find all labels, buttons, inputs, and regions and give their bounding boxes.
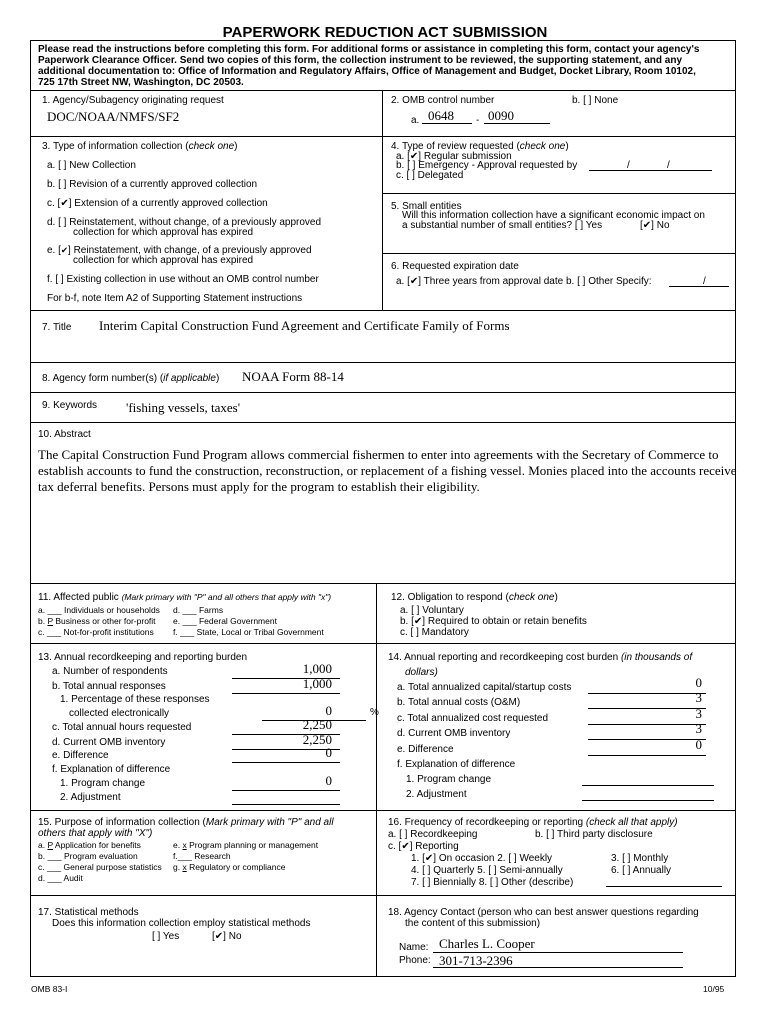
emergency-date-sep2: / bbox=[667, 160, 670, 171]
cost-row-field[interactable] bbox=[582, 785, 714, 786]
burden-row-label: 2. Adjustment bbox=[60, 792, 121, 803]
burden-row-label: c. Total annual hours requested bbox=[52, 722, 192, 733]
emergency-date-field[interactable] bbox=[589, 170, 712, 171]
agency-form-number-field[interactable]: NOAA Form 88-14 bbox=[242, 369, 344, 384]
burden-row-label: collected electronically bbox=[69, 708, 170, 719]
item15-label-cont: others that apply with "X") bbox=[38, 828, 153, 839]
percent-sign: % bbox=[370, 707, 379, 718]
expiration-specify-field[interactable] bbox=[669, 286, 729, 287]
check-icon: ✔ bbox=[409, 151, 419, 162]
check-icon: ✔ bbox=[642, 220, 652, 231]
burden-row-value: 0 bbox=[325, 703, 332, 718]
affected-not-for-profit[interactable]: c. ___ Not-for-profit institutions bbox=[38, 627, 154, 637]
item1-label: 1. Agency/Subagency originating request bbox=[42, 95, 224, 106]
burden-row-label: f. Explanation of difference bbox=[52, 764, 171, 775]
revision-checkbox[interactable]: b. [ ] Revision of a currently approved collection bbox=[47, 179, 258, 190]
affected-federal[interactable]: e. ___ Federal Government bbox=[173, 616, 277, 626]
abstract-line-3: tax deferral benefits. Persons must apply for the program to establish their eligibility. bbox=[38, 479, 480, 494]
cost-row-label: 1. Program change bbox=[406, 774, 492, 785]
burden-row-label: 1. Program change bbox=[60, 778, 146, 789]
omb-part2-underline bbox=[484, 123, 550, 124]
item6-label: 6. Requested expiration date bbox=[391, 261, 519, 272]
burden-row-value: 2,250 bbox=[302, 717, 332, 732]
cost-row-value: 3 bbox=[695, 706, 702, 721]
freq-recordkeeping-checkbox[interactable]: a. [ ] Recordkeeping bbox=[388, 829, 478, 840]
check-icon: ✔ bbox=[60, 198, 69, 209]
small-entities-no-checkbox[interactable]: [✔] No bbox=[640, 220, 670, 231]
small-entities-yes-checkbox[interactable]: a substantial number of small entities? [ ] Yes bbox=[402, 220, 603, 231]
cost-row-value: 3 bbox=[695, 690, 702, 705]
affected-state-local[interactable]: f. ___ State, Local or Tribal Government bbox=[173, 627, 324, 637]
cost-row-label: d. Current OMB inventory bbox=[397, 728, 511, 739]
cost-row-field[interactable] bbox=[582, 800, 714, 801]
item2-label: 2. OMB control number bbox=[391, 95, 495, 106]
reinstatement-with-change-cont: collection for which approval has expired bbox=[73, 255, 254, 266]
freq-monthly-checkbox[interactable]: 3. [ ] Monthly bbox=[611, 853, 669, 864]
cost-row-label: 2. Adjustment bbox=[406, 789, 467, 800]
item14-label: 14. Annual reporting and recordkeeping cost burden (in thousands of bbox=[388, 652, 693, 663]
item9-label: 9. Keywords bbox=[42, 400, 98, 411]
check-icon: ✔ bbox=[401, 841, 410, 852]
obligation-voluntary-checkbox[interactable]: a. [ ] Voluntary bbox=[400, 605, 464, 616]
item12-label: 12. Obligation to respond (check one) bbox=[391, 592, 558, 603]
omb-number-separator: - bbox=[476, 115, 480, 126]
contact-name-label: Name: bbox=[399, 942, 429, 953]
omb-part1-underline bbox=[422, 123, 472, 124]
item8-label: 8. Agency form number(s) (if applicable) bbox=[42, 373, 220, 384]
statistical-yes-checkbox[interactable]: [ ] Yes bbox=[152, 931, 180, 942]
extension-checkbox[interactable]: c. [✔] Extension of a currently approved collection bbox=[47, 198, 268, 209]
contact-phone-label: Phone: bbox=[399, 955, 431, 966]
burden-row-label: 1. Percentage of these responses bbox=[60, 694, 210, 705]
burden-row-label: a. Number of respondents bbox=[52, 666, 168, 677]
item13-label: 13. Annual recordkeeping and reporting burden bbox=[38, 652, 248, 663]
form-date: 10/95 bbox=[703, 984, 725, 994]
check-icon: ✔ bbox=[424, 853, 434, 864]
cost-row-label: b. Total annual costs (O&M) bbox=[397, 697, 521, 708]
cost-row-value: 3 bbox=[695, 721, 702, 736]
item7-label: 7. Title bbox=[42, 322, 72, 333]
freq-third-party-checkbox[interactable]: b. [ ] Third party disclosure bbox=[535, 829, 653, 840]
reinstatement-no-change-checkbox[interactable]: d. [ ] Reinstatement, without change, of a previously approved bbox=[47, 217, 322, 228]
omb-number-part1[interactable]: 0648 bbox=[428, 108, 454, 123]
burden-row-value: 0 bbox=[325, 773, 332, 788]
obligation-required-checkbox[interactable]: b. [✔] Required to obtain or retain benefits bbox=[400, 616, 587, 627]
cost-row-value: 0 bbox=[695, 737, 702, 752]
burden-row-field[interactable] bbox=[232, 790, 340, 791]
title-field[interactable]: Interim Capital Construction Fund Agreement and Certificate Family of Forms bbox=[99, 318, 510, 333]
keywords-field[interactable]: 'fishing vessels, taxes' bbox=[126, 400, 241, 415]
affected-individuals[interactable]: a. ___ Individuals or households bbox=[38, 605, 160, 615]
cost-row-field[interactable] bbox=[588, 755, 706, 756]
instructions-line-1: Please read the instructions before completing this form. For additional forms or assistance in completing this form, contact your agency's bbox=[38, 44, 700, 55]
expiration-three-years-checkbox[interactable]: a. [✔] Three years from approval date b. [ ] Other Specify: bbox=[396, 276, 652, 287]
burden-row-field[interactable] bbox=[232, 804, 340, 805]
contact-phone-underline bbox=[433, 967, 683, 968]
burden-row-field[interactable] bbox=[232, 693, 340, 694]
burden-row-label: d. Current OMB inventory bbox=[52, 737, 166, 748]
item18-label-cont: the content of this submission) bbox=[405, 918, 541, 929]
existing-collection-checkbox[interactable]: f. [ ] Existing collection in use without an OMB control number bbox=[47, 274, 319, 285]
affected-business[interactable]: b. P Business or other for-profit bbox=[38, 616, 156, 626]
item5-label: 5. Small entities bbox=[391, 201, 462, 212]
reinstatement-no-change-cont: collection for which approval has expired bbox=[73, 227, 254, 238]
item14-label-cont: dollars) bbox=[405, 667, 438, 678]
item16-label: 16. Frequency of recordkeeping or reporting (check all that apply) bbox=[388, 817, 678, 828]
expiration-specify-sep: / bbox=[703, 276, 706, 287]
burden-row-field[interactable] bbox=[232, 762, 340, 763]
form-id: OMB 83-I bbox=[31, 984, 68, 994]
purpose-planning[interactable]: e. x Program planning or management bbox=[173, 840, 319, 850]
freq-occasion-weekly[interactable]: 1. [✔] On occasion 2. [ ] Weekly bbox=[411, 853, 553, 864]
purpose-audit[interactable]: d. ___ Audit bbox=[38, 873, 83, 883]
cost-row-label: a. Total annualized capital/startup costs bbox=[397, 682, 572, 693]
new-collection-checkbox[interactable]: a. [ ] New Collection bbox=[47, 160, 136, 171]
purpose-research[interactable]: f.___ Research bbox=[173, 851, 231, 861]
cost-row-value: 0 bbox=[695, 675, 702, 690]
item18-label: 18. Agency Contact (person who can best answer questions regarding bbox=[388, 907, 699, 918]
item3-label: 3. Type of information collection (check one) bbox=[42, 141, 238, 152]
obligation-mandatory-checkbox[interactable]: c. [ ] Mandatory bbox=[400, 627, 469, 638]
burden-row-value: 2,250 bbox=[302, 732, 332, 747]
cost-row-label: f. Explanation of difference bbox=[397, 759, 516, 770]
check-icon: ✔ bbox=[214, 931, 224, 942]
item17-label: 17. Statistical methods bbox=[38, 907, 139, 918]
agency-field[interactable]: DOC/NOAA/NMFS/SF2 bbox=[47, 109, 180, 124]
check-icon: ✔ bbox=[60, 245, 69, 255]
purpose-application[interactable]: a. P Application for benefits bbox=[38, 840, 141, 850]
delegated-checkbox[interactable]: c. [ ] Delegated bbox=[396, 170, 464, 181]
item10-label: 10. Abstract bbox=[38, 429, 91, 440]
abstract-line-1: The Capital Construction Fund Program allows commercial fishermen to enter into agreements with the Secretary of Commerce to bbox=[38, 447, 719, 462]
item5-question-1: Will this information collection have a significant economic impact on bbox=[402, 210, 705, 221]
contact-phone-field[interactable]: 301-713-2396 bbox=[439, 953, 513, 968]
statistical-no-checkbox[interactable]: [✔] No bbox=[212, 931, 242, 942]
emergency-checkbox[interactable]: b. [ ] Emergency - Approval requested by bbox=[396, 160, 578, 171]
instructions-line-4: 725 17th Street NW, Washington, DC 20503. bbox=[38, 77, 244, 88]
freq-quarterly-semiannual[interactable]: 4. [ ] Quarterly 5. [ ] Semi-annually bbox=[411, 865, 563, 876]
freq-biennial-other[interactable]: 7. [ ] Biennially 8. [ ] Other (describe) bbox=[411, 877, 574, 888]
burden-row-value: 1,000 bbox=[302, 676, 332, 691]
reinstatement-with-change-checkbox[interactable]: e. [✔] Reinstatement, with change, of a previously approved bbox=[47, 245, 312, 256]
item4-label: 4. Type of review requested (check one) bbox=[391, 141, 569, 152]
affected-farms[interactable]: d. ___ Farms bbox=[173, 605, 224, 615]
purpose-regulatory[interactable]: g. x Regulatory or compliance bbox=[173, 862, 286, 872]
abstract-line-2: establish accounts to fund the construction, reconstruction, or replacement of a fishing vessel. Monies placed into the accounts receive bbox=[38, 463, 737, 478]
burden-row-label: b. Total annual responses bbox=[52, 681, 166, 692]
cost-row-label: e. Difference bbox=[397, 744, 454, 755]
item15-label: 15. Purpose of information collection (Mark primary with "P" and all bbox=[38, 817, 334, 828]
contact-name-field[interactable]: Charles L. Cooper bbox=[439, 936, 535, 951]
freq-reporting-checkbox[interactable]: c. [✔] Reporting bbox=[388, 841, 459, 852]
burden-row-label: e. Difference bbox=[52, 750, 109, 761]
regular-submission-checkbox[interactable]: a. [✔] Regular submission bbox=[396, 151, 512, 162]
omb-number-part2[interactable]: 0090 bbox=[488, 108, 514, 123]
check-icon: ✔ bbox=[413, 616, 423, 627]
cost-row-label: c. Total annualized cost requested bbox=[397, 713, 549, 724]
burden-row-value: 0 bbox=[325, 745, 332, 760]
item17-question: Does this information collection employ statistical methods bbox=[52, 918, 311, 929]
omb-none-checkbox[interactable]: b. [ ] None bbox=[572, 95, 619, 106]
purpose-evaluation[interactable]: b. ___ Program evaluation bbox=[38, 851, 138, 861]
instructions-line-3: additional documentation to: Office of Information and Regulatory Affairs, Office of Management and Budget, Docket Library, Room 10102, bbox=[38, 66, 696, 77]
item11-label: 11. Affected public (Mark primary with "P" and all others that apply with "x") bbox=[38, 592, 332, 603]
purpose-statistics[interactable]: c. ___ General purpose statistics bbox=[38, 862, 162, 872]
emergency-date-sep1: / bbox=[627, 160, 630, 171]
page-title: PAPERWORK REDUCTION ACT SUBMISSION bbox=[222, 24, 548, 41]
item3-note: For b-f, note Item A2 of Supporting Statement instructions bbox=[47, 293, 303, 304]
burden-row-value: 1,000 bbox=[302, 661, 332, 676]
freq-annually-checkbox[interactable]: 6. [ ] Annually bbox=[611, 865, 672, 876]
omb-number-prefix: a. bbox=[411, 115, 420, 126]
instructions-line-2: Paperwork Clearance Officer. Send two copies of this form, the collection instrument to be reviewed, the supporting statement, and any bbox=[38, 55, 683, 66]
freq-other-describe-field[interactable] bbox=[606, 886, 722, 887]
check-icon: ✔ bbox=[409, 276, 419, 287]
